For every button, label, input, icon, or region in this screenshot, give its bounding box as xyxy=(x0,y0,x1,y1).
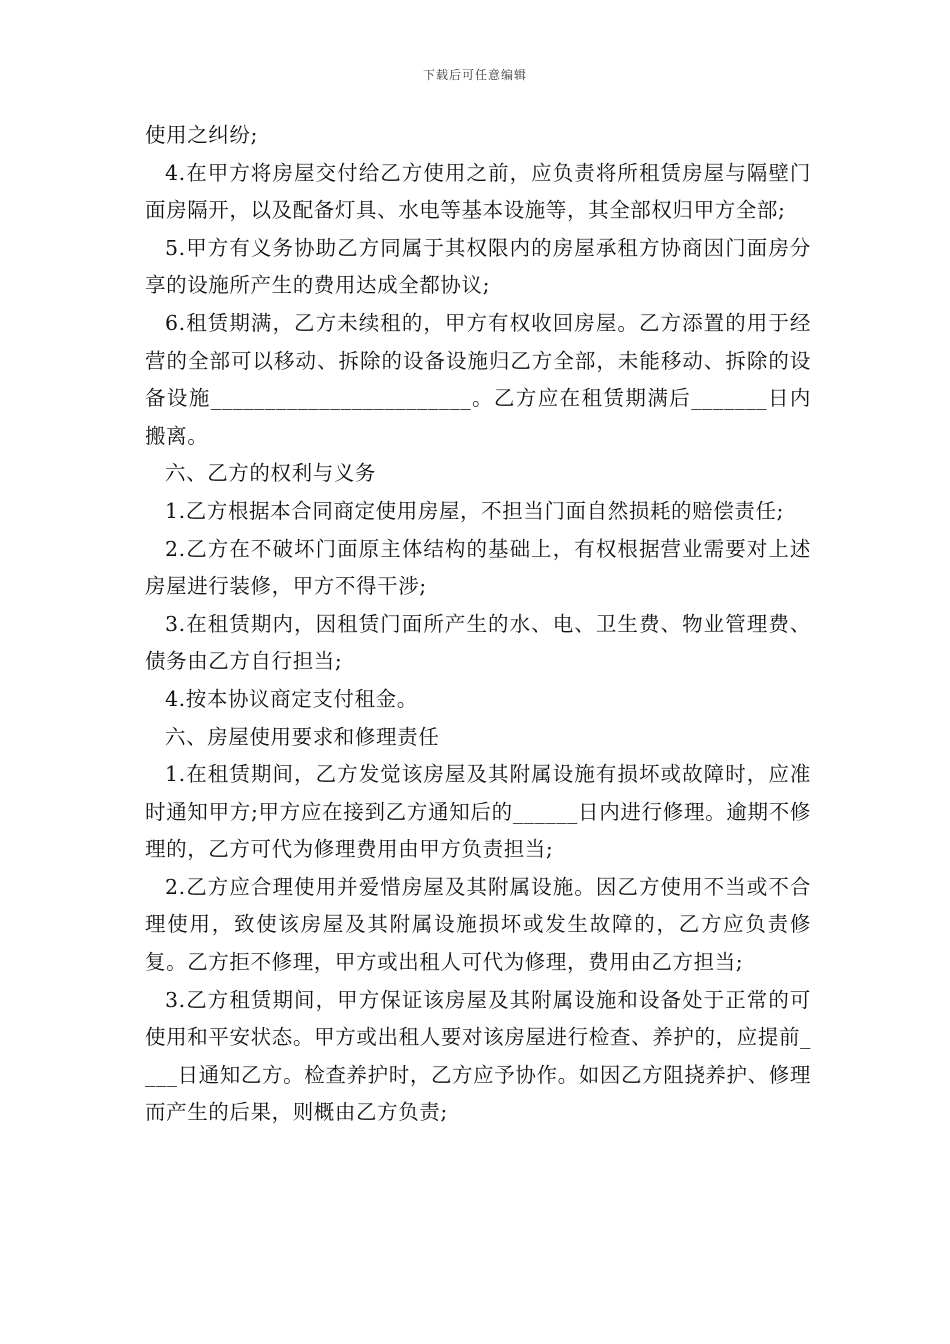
paragraph-repair-1: 1.在租赁期间，乙方发觉该房屋及其附属设施有损坏或故障时，应准时通知甲方;甲方应在接到乙方通知后的______日内进行修理。逾期不修理的，乙方可代为修理费用由甲方负责担当; xyxy=(145,762,811,862)
paragraph-tenant-3: 3.在租赁期内，因租赁门面所产生的水、电、卫生费、物业管理费、债务由乙方自行担当; xyxy=(145,611,811,674)
paragraph-tenant-1: 1.乙方根据本合同商定使用房屋，不担当门面自然损耗的赔偿责任; xyxy=(165,498,785,523)
paragraph-repair-2: 2.乙方应合理使用并爱惜房屋及其附属设施。因乙方使用不当或不合理使用，致使该房屋及其附属设施损坏或发生故障的，乙方应负责修复。乙方拒不修理，甲方或出租人可代为修理，费用由乙方担当; xyxy=(145,874,811,975)
paragraph-item-6: 6.租赁期满，乙方未续租的，甲方有权收回房屋。乙方添置的用于经营的全部可以移动、拆除的设备设施归乙方全部，未能移动、拆除的设备设施________________________。乙方应在租赁期满后_______日内搬离。 xyxy=(145,310,811,448)
paragraph-item-4: 4.在甲方将房屋交付给乙方使用之前，应负责将所租赁房屋与隔壁门面房隔开，以及配备灯具、水电等基本设施等，其全部权归甲方全部; xyxy=(145,160,811,223)
paragraph-tenant-4: 4.按本协议商定支付租金。 xyxy=(165,686,418,711)
paragraph-repair-3: 3.乙方租赁期间，甲方保证该房屋及其附属设施和设备处于正常的可使用和平安状态。甲方或出租人要对该房屋进行检查、养护的，应提前____日通知乙方。检查养护时，乙方应予协作。如因乙方阻挠养护、修理而产生的后果，则概由乙方负责; xyxy=(145,987,811,1125)
page-header: 下载后可任意编辑 xyxy=(422,68,527,82)
document-body xyxy=(145,117,811,1132)
section-heading-tenant-rights: 六、乙方的权利与义务 xyxy=(165,461,376,486)
paragraph-item-5: 5.甲方有义务协助乙方同属于其权限内的房屋承租方协商因门面房分享的设施所产生的费用达成全都协议; xyxy=(145,235,811,298)
section-heading-repair: 六、房屋使用要求和修理责任 xyxy=(165,724,440,749)
paragraph-continuation: 使用之纠纷; xyxy=(145,123,259,147)
paragraph-tenant-2: 2.乙方在不破坏门面原主体结构的基础上，有权根据营业需要对上述房屋进行装修，甲方不得干涉; xyxy=(145,536,811,599)
